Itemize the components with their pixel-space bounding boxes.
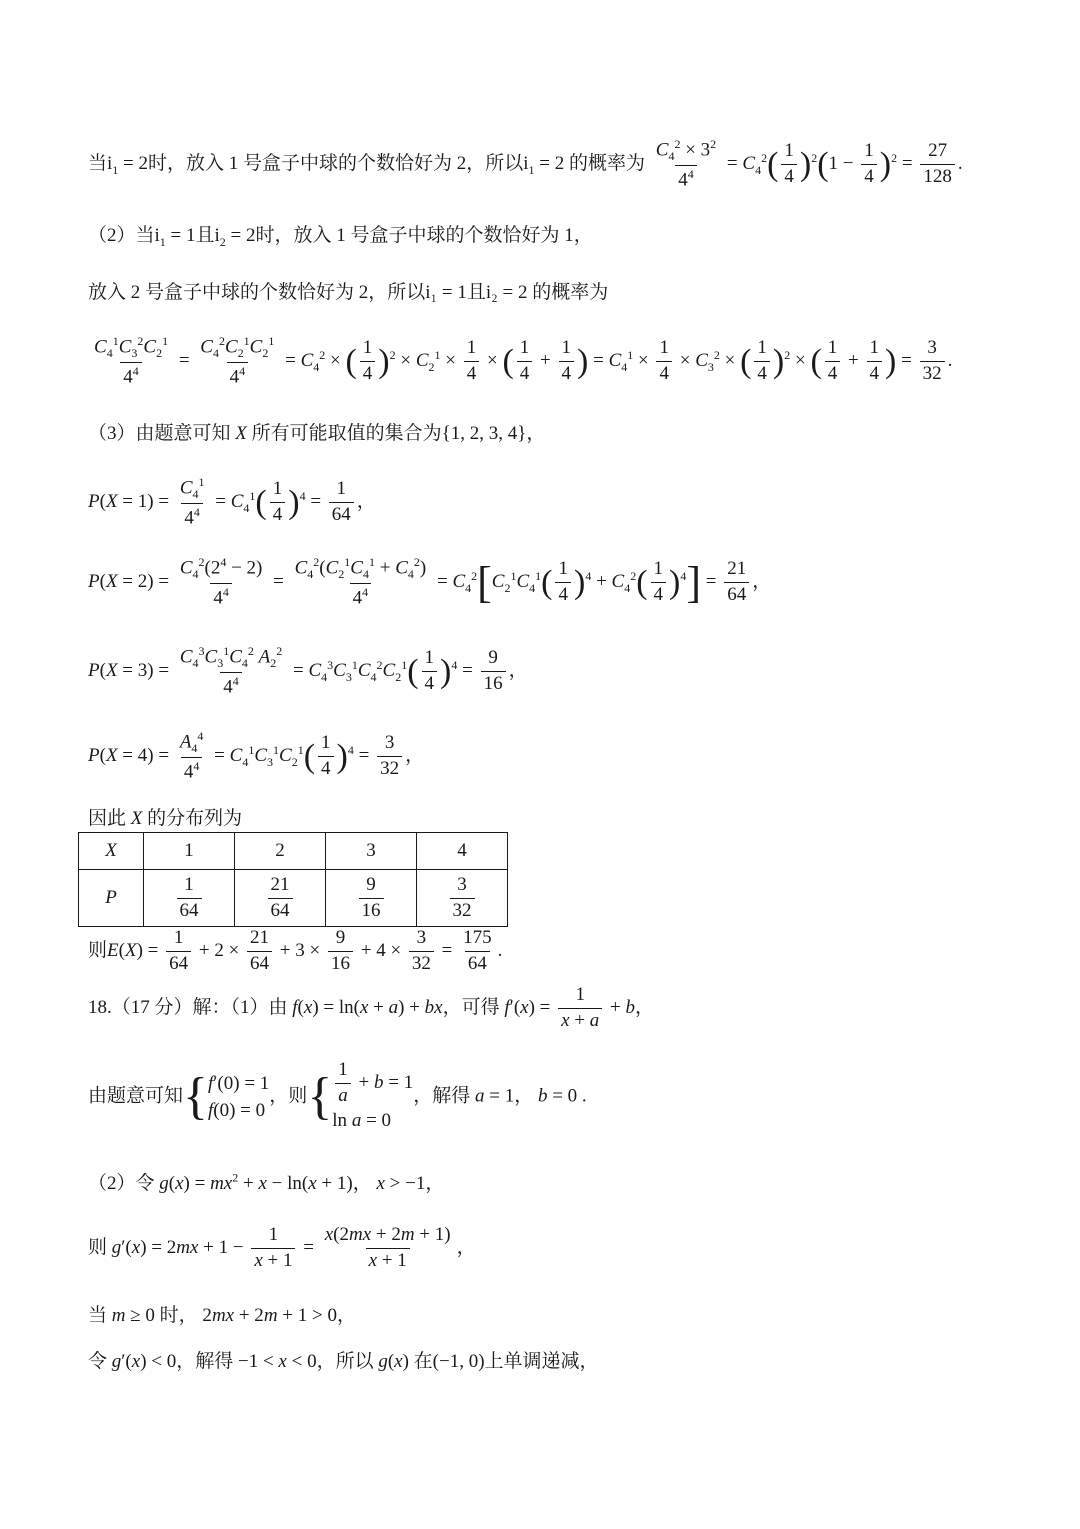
p-x-2: P(X = 2) = $\frac{C_4^2(2^4 - 2)}{4^4}$ = $\frac{C_4^2(C_2^1C_4^1 + C_4^2)}{4^4}$ = $C_4^2[C_2^1C_4^1$( $\frac{1}{4}$ )$^4 + C_4^2$( $\frac{1}{4}$ )$^4$] = $\frac{21}{64}$ ，	[88, 555, 772, 609]
expectation: 则E(X) = $\frac{1}{64}$ + 2 × $\frac{21}{64}$ + 3 × $\frac{9}{16}$ + 4 × $\frac{3}{32}$ = $\frac{175}{64}$ .	[88, 927, 503, 974]
frac-num: 3	[457, 873, 467, 895]
frac-num: 21	[270, 873, 290, 895]
table-cell: P	[79, 870, 144, 927]
line-5: （3）由题意可知 X 所有可能取值的集合为{1, 2, 3, 4}，	[88, 423, 546, 444]
line-1: 当$i_1 = 2$时，放入 1 号盒子中球的个数恰好为 2，所以$i_1 = 2$ 的概率为 $\frac{C_4^2 \times 3^2}{4^4}$ = $C_4^2$( $\frac{1}{4}$ )$^2$(1 − $\frac{1}{4}$ )$^2$ = $\frac{27}{128}$ .	[88, 137, 963, 191]
q18-line-1: 18.（17 分）解：（1）由 f(x) = ln(x + a) + bx，可得 f′(x) = $\frac{1}{x + a}$ + b，	[88, 984, 655, 1031]
table-row	[79, 833, 508, 870]
q18-line-5: 当 m ≥ 0 时， 2mx + 2m + 1 > 0，	[88, 1305, 356, 1326]
ex-prefix: 则	[88, 939, 108, 961]
frac-den: 64	[177, 898, 202, 922]
frac-den: 16	[359, 898, 384, 922]
line-3: 放入 2 号盒子中球的个数恰好为 2，所以i₁ = 1且i₂ = 2 的概率为	[88, 282, 609, 303]
q18b-prefix: 由题意可知	[88, 1085, 184, 1107]
l4-result-num: 3	[927, 337, 937, 359]
q18-line-3: （2）令 $g(x) = mx^2 + x - \ln(x + 1)$， x > −1，	[88, 1170, 445, 1194]
q18b-mid: ，则	[269, 1085, 308, 1107]
table-cell: 4	[417, 833, 508, 870]
l1-result-den: 128	[920, 164, 955, 188]
table-cell: X	[79, 833, 144, 870]
distribution-table	[78, 832, 508, 927]
dist-title: 因此 X 的分布列为	[88, 808, 243, 829]
frac-den: 32	[450, 898, 475, 922]
p-x-1: P(X = 1) = $\frac{C_4^1}{4^4}$ = $C_4^1$( $\frac{1}{4}$ )$^4$ = $\frac{1}{64}$ ，	[88, 475, 376, 529]
q18-line-4: 则 g′(x) = 2mx + 1 − $\frac{1}{x + 1}$ = $\frac{x(2mx + 2m + 1)}{x + 1}$ ，	[88, 1224, 476, 1271]
q18-line-2: 由题意可知{ f′(0) = 1 f(0) = 0 ，则{ $\frac{1}{a}$ + b = 1 ln a = 0 ，解得 a = 1， b = 0 .	[88, 1059, 587, 1131]
p-x-3: P(X = 3) = $\frac{C_4^3C_3^1C_4^2 A_2^2}{4^4}$ = $C_4^3C_3^1C_4^2C_2^1$( $\frac{1}{4}$ )$^4$ = $\frac{9}{16}$ ，	[88, 644, 528, 698]
frac-den: 64	[268, 898, 293, 922]
frac-num: 9	[366, 873, 376, 895]
table-cell: 1	[144, 833, 235, 870]
table-cell	[235, 870, 326, 927]
table-cell: 3	[326, 833, 417, 870]
line-4: $\frac{C_4^1C_3^2C_2^1}{4^4}$ = $\frac{C_4^2C_2^1C_2^1}{4^4}$ = $C_4^2$ × ( $\frac{1}{4}$ )$^2 \times C_2^1$ × $\frac{1}{4}$ × ( $\frac{1}{4}$ + $\frac{1}{4}$ ) = $C_4^1$ × $\frac{1}{4}$ × $C_3^2$ × ( $\frac{1}{4}$ )$^2$ × ( $\frac{1}{4}$ + $\frac{1}{4}$ ) = $\frac{3}{32}$ .	[94, 334, 953, 388]
table-cell	[326, 870, 417, 927]
l1-result-num: 27	[928, 140, 948, 162]
q18-line-6: 令 g′(x) < 0，解得 −1 < x < 0，所以 g(x) 在(−1, 0)上单调递减，	[88, 1351, 599, 1372]
frac-num: 1	[184, 873, 194, 895]
p-x-4: P(X = 4) = $\frac{A_4^4}{4^4}$ = $C_4^1C_3^1C_2^1$( $\frac{1}{4}$ )$^4$ = $\frac{3}{32}$ ，	[88, 729, 425, 783]
line-2: （2）当$i_1 = 1$且$i_2 = 2$时，放入 1 号盒子中球的个数恰好为 1，	[88, 225, 593, 249]
l4-result-den: 32	[920, 361, 945, 385]
table-cell	[417, 870, 508, 927]
table-row	[79, 870, 508, 927]
table-cell: 2	[235, 833, 326, 870]
table-cell	[144, 870, 235, 927]
